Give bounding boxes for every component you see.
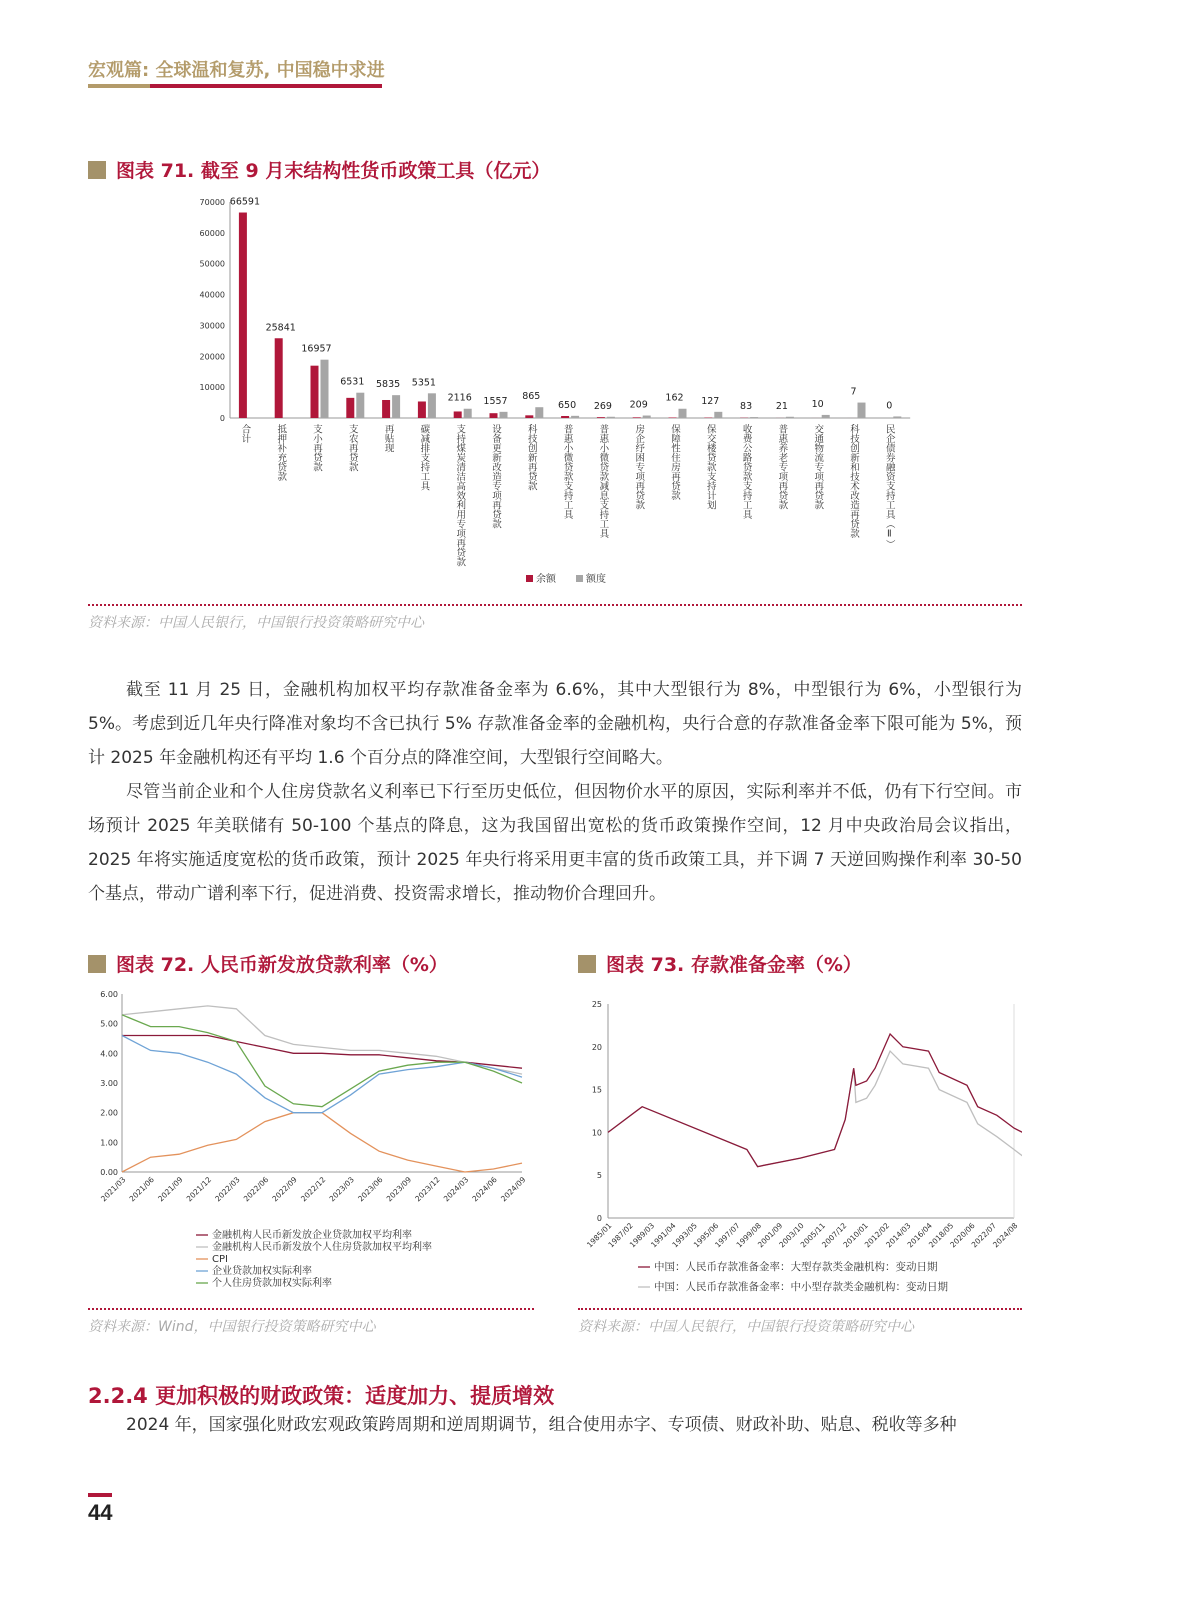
- fig71-category-label: 收费公路贷款支持工具: [740, 424, 752, 519]
- fig71-data-label: 650: [558, 399, 577, 411]
- fig72-x-tick-label: 2021/06: [127, 1175, 156, 1204]
- fig73-x-tick-label: 1995/06: [691, 1221, 721, 1250]
- fig73-title-text: 图表 73. 存款准备金率（%）: [606, 954, 862, 976]
- fig73-y-tick-label: 15: [591, 1085, 602, 1095]
- fig73-x-tick-label: 2024/08: [991, 1221, 1020, 1250]
- fig71-data-label: 66591: [229, 196, 261, 208]
- fig71-data-label: 5351: [411, 377, 436, 389]
- fig71-bar-balance: [346, 398, 354, 418]
- fig72-x-tick-label: 2023/06: [356, 1175, 385, 1204]
- fig73-x-tick-label: 1987/02: [606, 1221, 635, 1250]
- fig71-data-label: 7: [850, 386, 857, 398]
- fig72-x-tick-label: 2021/09: [156, 1175, 185, 1204]
- fig71-bar-quota: [428, 393, 436, 418]
- fig72-x-tick-label: 2021/12: [184, 1175, 214, 1204]
- header-title: 宏观篇: 全球温和复苏, 中国稳中求进: [88, 60, 385, 81]
- fig73-x-tick-label: 1985/01: [585, 1221, 614, 1250]
- fig71-bar-balance: [597, 417, 605, 418]
- fig71-bar-quota: [464, 409, 472, 418]
- fig72-x-tick-label: 2023/12: [413, 1175, 442, 1204]
- fig71-source: 资料来源：中国人民银行，中国银行投资策略研究中心: [88, 615, 424, 631]
- fig71-square-icon: [88, 161, 106, 179]
- fig73-y-tick-label: 10: [591, 1128, 602, 1138]
- fig71-data-label: 1557: [483, 395, 508, 407]
- page-number: 44: [88, 1500, 113, 1525]
- fig73-x-tick-label: 2022/07: [969, 1221, 999, 1250]
- fig73-x-tick-label: 2012/02: [862, 1221, 892, 1250]
- fig72-legend-label: CPI: [212, 1254, 228, 1265]
- fig71-data-label: 21: [775, 400, 788, 412]
- fig73-x-tick-label: 2020/06: [948, 1221, 977, 1250]
- fig71-bar-quota: [607, 417, 615, 418]
- fig73-x-tick-label: 1999/08: [734, 1221, 763, 1250]
- fig73-source: 资料来源：中国人民银行，中国银行投资策略研究中心: [578, 1319, 914, 1335]
- fig71-bar-balance: [561, 416, 569, 418]
- fig71-category-label: 交通物流专项再贷款: [812, 424, 824, 510]
- fig71-category-label: 支农再贷款: [346, 424, 358, 472]
- fig71-y-tick-label: 50000: [199, 259, 225, 269]
- fig71-y-tick-label: 0: [219, 414, 225, 423]
- fig72-x-tick-label: 2023/03: [327, 1175, 356, 1204]
- header-divider-red: [150, 84, 382, 88]
- fig72-x-tick-label: 2023/09: [384, 1175, 414, 1204]
- fig73-divider: [578, 1308, 1022, 1310]
- fig71-category-label: 抵押补充贷款: [275, 424, 287, 481]
- fig72-divider: [88, 1308, 534, 1310]
- fig73-y-tick-label: 25: [591, 1000, 602, 1009]
- fig71-data-label: 2116: [447, 392, 472, 404]
- fig71-bar-quota: [822, 415, 830, 418]
- fig72-x-tick-label: 2022/12: [299, 1175, 328, 1204]
- fig72-y-tick-label: 1.00: [100, 1138, 118, 1148]
- fig72-source: 资料来源：Wind，中国银行投资策略研究中心: [88, 1319, 376, 1335]
- fig71-bar-balance: [454, 411, 462, 418]
- fig71-bar-balance: [239, 213, 247, 418]
- fig73-x-tick-label: 2007/12: [820, 1221, 849, 1250]
- fig71-y-tick-label: 70000: [199, 198, 225, 207]
- fig71-bar-quota: [679, 409, 687, 418]
- fig71-bar-quota: [500, 412, 508, 418]
- fig72-y-tick-label: 3.00: [100, 1079, 118, 1088]
- fig72-y-tick-label: 0.00: [100, 1168, 118, 1177]
- fig72-title: [88, 950, 448, 977]
- fig72-series-line: [122, 1113, 522, 1172]
- fig71-data-label: 25841: [265, 322, 296, 334]
- fig71-category-label: 普惠小微贷款支持工具: [561, 424, 573, 519]
- fig71-category-label: 科技创新再贷款: [525, 424, 537, 491]
- fig71-data-label: 162: [665, 392, 684, 404]
- fig73-series-line: [608, 1051, 1022, 1167]
- fig72-chart: [88, 984, 534, 1296]
- fig71-data-label: 269: [593, 400, 612, 412]
- fig72-legend-label: 金融机构人民币新发放个人住房贷款加权平均利率: [212, 1242, 432, 1253]
- fig71-data-label: 209: [629, 399, 648, 411]
- fig71-bar-quota: [535, 407, 543, 418]
- fig72-square-icon: [88, 955, 106, 973]
- fig71-category-label: 普惠小微贷款减息支持工具: [597, 424, 609, 538]
- fig73-legend-label: 中国：人民币存款准备金率：中小型存款类金融机构：变动日期: [654, 1281, 948, 1293]
- fig71-data-label: 5835: [376, 379, 401, 391]
- fig73-x-tick-label: 2005/11: [798, 1221, 828, 1250]
- fig71-title-text: 图表 71. 截至 9 月末结构性货币政策工具（亿元）: [116, 160, 551, 182]
- fig72-y-tick-label: 6.00: [100, 990, 118, 999]
- fig71-category-label: 合计: [239, 424, 251, 443]
- fig73-chart: [578, 994, 1022, 1296]
- fig73-y-tick-label: 0: [596, 1214, 602, 1223]
- fig71-category-label: 支小再贷款: [311, 424, 322, 472]
- page-number-bar: [88, 1493, 112, 1497]
- body-text: [88, 673, 1022, 911]
- fig71-bar-quota: [893, 416, 901, 418]
- fig71-category-label: 普惠养老专项再贷款: [776, 424, 788, 510]
- fig73-y-tick-label: 20: [591, 1042, 602, 1052]
- fig72-series-line: [122, 1015, 522, 1107]
- fig72-series-line: [122, 1006, 522, 1074]
- fig73-x-tick-label: 1997/07: [713, 1221, 742, 1250]
- fig71-category-label: 保障性住房再贷款: [669, 424, 680, 500]
- fig72-y-tick-label: 2.00: [100, 1108, 118, 1118]
- fig73-x-tick-label: 1993/05: [670, 1221, 699, 1250]
- fig71-data-label: 865: [522, 391, 541, 403]
- fig71-bar-quota: [571, 416, 579, 418]
- fig72-x-tick-label: 2024/03: [441, 1175, 471, 1204]
- fig73-x-tick-label: 2003/10: [777, 1221, 806, 1250]
- fig71-category-label: 科技创新和技术改造再贷款: [848, 424, 859, 538]
- fig73-x-tick-label: 2014/03: [884, 1221, 913, 1250]
- fig71-legend-swatch-quota: [576, 575, 583, 582]
- fig71-chart: [180, 190, 920, 600]
- fig71-legend-swatch-balance: [526, 575, 533, 582]
- fig71-bar-balance: [525, 415, 533, 418]
- fig71-category-label: 保交楼贷款支持计划: [704, 424, 716, 510]
- fig71-bar-balance: [275, 338, 283, 418]
- fig71-category-label: 民企债券融资支持工具（Ⅱ）: [883, 424, 895, 549]
- fig71-data-label: 6531: [340, 376, 365, 388]
- fig71-data-label: 83: [740, 401, 753, 413]
- fig72-x-tick-label: 2021/03: [99, 1175, 128, 1204]
- section-paragraph: 2024 年，国家强化财政宏观政策跨周期和逆周期调节，组合使用赤字、专项债、财政补助、贴息、税收等多种: [126, 1415, 957, 1435]
- fig72-legend-label: 企业贷款加权实际利率: [212, 1266, 312, 1277]
- fig71-bar-quota: [321, 360, 329, 418]
- fig72-x-tick-label: 2022/09: [270, 1175, 299, 1204]
- fig71-bar-balance: [633, 417, 641, 418]
- fig73-square-icon: [578, 955, 596, 973]
- body-paragraph-1: 截至 11 月 25 日，金融机构加权平均存款准备金率为 6.6%，其中大型银行为 8%，中型银行为 6%，小型银行为 5%。考虑到近几年央行降准对象均不含已执行 5% 存款准备金率的金融机构，央行合意的存款准备金率下限可能为 5%，预计 2025 年金融机构还有平均 1.6 个百分点的降准空间，大型银行空间略大。: [88, 680, 1022, 768]
- fig71-category-label: 设备更新改造专项再贷款: [490, 424, 501, 529]
- section-heading: 2.2.4 更加积极的财政政策：适度加力、提质增效: [88, 1384, 555, 1408]
- fig71-legend-label-quota: 额度: [586, 574, 606, 585]
- fig72-x-tick-label: 2022/03: [213, 1175, 242, 1204]
- body-paragraph-2: 尽管当前企业和个人住房贷款名义利率已下行至历史低位，但因物价水平的原因，实际利率并不低，仍有下行空间。市场预计 2025 年美联储有 50-100 个基点的降息，这为我国留出宽松的货币政策操作空间，12 月中央政治局会议指出，2025 年将实施适度宽松的货币政策，预计 2025 年央行将采用更丰富的货币政策工具，并下调 7 天逆回购操作利率 30-50 个基点，带动广谱利率下行，促进消费、投资需求增长，推动物价合理回升。: [88, 782, 1022, 904]
- fig71-bar-quota: [356, 393, 364, 418]
- fig71-y-tick-label: 40000: [199, 290, 225, 300]
- header-divider-gold: [88, 84, 150, 88]
- fig71-data-label: 0: [886, 400, 893, 412]
- fig73-x-tick-label: 2001/09: [755, 1221, 785, 1250]
- fig71-category-label: 支持煤炭清洁高效利用专项再贷款: [454, 424, 466, 567]
- fig71-y-tick-label: 20000: [199, 352, 225, 362]
- fig72-x-tick-label: 2022/06: [241, 1175, 271, 1204]
- fig72-x-tick-label: 2024/09: [499, 1175, 528, 1204]
- fig73-title: [578, 950, 862, 977]
- fig71-bar-quota: [643, 416, 651, 418]
- fig73-x-tick-label: 2010/01: [841, 1221, 870, 1250]
- fig72-legend-label: 个人住房贷款加权实际利率: [212, 1278, 332, 1289]
- fig72-x-tick-label: 2024/06: [470, 1175, 499, 1204]
- fig71-category-label: 再贴现: [382, 424, 394, 453]
- fig71-y-tick-label: 60000: [199, 228, 225, 238]
- fig71-bar-quota: [786, 417, 794, 418]
- fig71-category-label: 碳减排支持工具: [418, 424, 430, 491]
- fig71-data-label: 16957: [301, 343, 332, 355]
- fig73-series-line: [608, 1034, 1022, 1167]
- fig71-title: [88, 156, 550, 183]
- fig73-x-tick-label: 1991/04: [649, 1221, 678, 1250]
- fig71-data-label: 127: [701, 395, 720, 407]
- fig71-y-tick-label: 30000: [199, 321, 225, 331]
- fig71-bar-quota: [750, 417, 758, 418]
- fig71-bar-balance: [490, 413, 498, 418]
- fig71-y-tick-label: 10000: [199, 383, 225, 393]
- fig71-legend-label-balance: 余额: [536, 574, 556, 585]
- fig71-bar-balance: [418, 401, 426, 418]
- fig71-data-label: 10: [811, 398, 824, 410]
- fig71-bar-balance: [382, 400, 390, 418]
- fig72-y-tick-label: 5.00: [100, 1019, 118, 1029]
- fig72-title-text: 图表 72. 人民币新发放贷款利率（%）: [116, 954, 448, 976]
- fig71-category-label: 房企纾困专项再贷款: [633, 424, 645, 510]
- fig71-divider: [88, 604, 1022, 606]
- fig73-x-tick-label: 1989/03: [627, 1221, 657, 1250]
- fig72-legend-label: 金融机构人民币新发放企业贷款加权平均利率: [212, 1230, 412, 1241]
- fig73-x-tick-label: 2018/05: [926, 1221, 956, 1250]
- fig73-y-tick-label: 5: [596, 1171, 602, 1181]
- fig71-bar-balance: [311, 366, 319, 418]
- fig71-bar-quota: [714, 412, 722, 418]
- fig72-y-tick-label: 4.00: [100, 1049, 118, 1059]
- fig71-bar-quota: [392, 395, 400, 418]
- fig73-legend-label: 中国：人民币存款准备金率：大型存款类金融机构：变动日期: [654, 1261, 938, 1273]
- fig73-x-tick-label: 2016/04: [905, 1221, 934, 1250]
- fig71-bar-quota: [858, 403, 866, 418]
